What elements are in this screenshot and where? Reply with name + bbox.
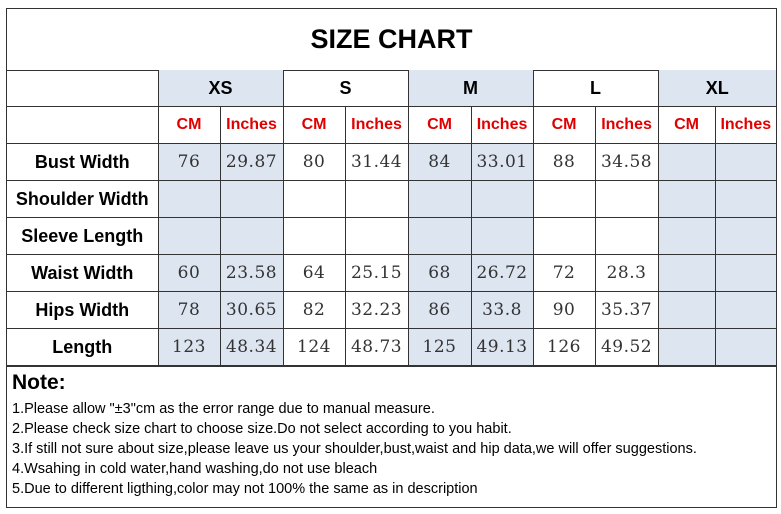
notes-section [7,366,776,499]
unit-header-inches: Inches [471,107,533,144]
value-cell [715,144,776,181]
corner-cell-top [7,70,158,107]
chart-title: SIZE CHART [7,9,776,71]
measure-label: Length [7,329,158,366]
note-line-2: 2.Please check size chart to choose size.Do not select according to you habit. [12,421,512,437]
note-line-3: 3.If still not sure about size,please leave us your shoulder,bust,waist and hip data,we will offer suggestions. [12,441,697,457]
value-cell [658,255,715,292]
value-cell: 49.52 [595,329,658,366]
measure-row-hips-width [7,292,776,329]
value-cell [533,218,595,255]
measure-row-waist-width [7,255,776,292]
value-cell [715,255,776,292]
value-cell: 33.01 [471,144,533,181]
value-cell [408,181,471,218]
size-header-row [7,70,776,107]
notes-title: Note: [12,371,66,394]
value-cell: 34.58 [595,144,658,181]
unit-header-inches: Inches [345,107,408,144]
note-line-1: 1.Please allow "±3"cm as the error range due to manual measure. [12,401,435,417]
value-cell [158,218,220,255]
value-cell: 35.37 [595,292,658,329]
value-cell [220,181,283,218]
value-cell [158,181,220,218]
measure-row-shoulder-width [7,181,776,218]
value-cell: 88 [533,144,595,181]
value-cell [715,218,776,255]
value-cell: 80 [283,144,345,181]
measure-label: Shoulder Width [7,181,158,218]
value-cell: 90 [533,292,595,329]
value-cell [345,218,408,255]
corner-cell-bottom [7,107,158,144]
value-cell: 33.8 [471,292,533,329]
unit-header-cm: CM [408,107,471,144]
value-cell [220,218,283,255]
size-header-xl: XL [658,70,776,107]
unit-header-cm: CM [533,107,595,144]
value-cell [658,181,715,218]
size-header-m: M [408,70,533,107]
value-cell [533,181,595,218]
measure-label: Sleeve Length [7,218,158,255]
measure-label: Bust Width [7,144,158,181]
unit-header-cm: CM [158,107,220,144]
size-chart-table [7,70,776,366]
value-cell [408,218,471,255]
value-cell: 86 [408,292,471,329]
value-cell: 72 [533,255,595,292]
value-cell: 25.15 [345,255,408,292]
value-cell: 68 [408,255,471,292]
note-line-4: 4.Wsahing in cold water,hand washing,do not use bleach [12,461,378,477]
unit-header-cm: CM [658,107,715,144]
measure-row-sleeve-length [7,218,776,255]
measure-row-length [7,329,776,366]
measure-row-bust-width [7,144,776,181]
value-cell: 125 [408,329,471,366]
value-cell: 28.3 [595,255,658,292]
note-line-5: 5.Due to different ligthing,color may not 100% the same as in description [12,481,478,497]
value-cell [471,218,533,255]
value-cell: 29.87 [220,144,283,181]
value-cell [283,181,345,218]
value-cell [715,181,776,218]
unit-header-inches: Inches [595,107,658,144]
value-cell: 32.23 [345,292,408,329]
value-cell [595,218,658,255]
size-chart-frame [6,8,777,508]
value-cell: 49.13 [471,329,533,366]
value-cell: 64 [283,255,345,292]
value-cell [658,292,715,329]
unit-header-row [7,107,776,144]
value-cell [715,329,776,366]
value-cell [283,218,345,255]
value-cell: 60 [158,255,220,292]
value-cell: 84 [408,144,471,181]
value-cell: 48.34 [220,329,283,366]
unit-header-inches: Inches [220,107,283,144]
value-cell: 31.44 [345,144,408,181]
value-cell [658,218,715,255]
value-cell [658,329,715,366]
size-header-l: L [533,70,658,107]
value-cell [345,181,408,218]
value-cell: 126 [533,329,595,366]
measure-label: Hips Width [7,292,158,329]
unit-header-cm: CM [283,107,345,144]
value-cell [595,181,658,218]
value-cell: 123 [158,329,220,366]
unit-header-inches: Inches [715,107,776,144]
value-cell: 26.72 [471,255,533,292]
measure-label: Waist Width [7,255,158,292]
value-cell: 76 [158,144,220,181]
size-header-s: S [283,70,408,107]
value-cell [658,144,715,181]
value-cell: 78 [158,292,220,329]
value-cell: 23.58 [220,255,283,292]
value-cell [471,181,533,218]
value-cell: 124 [283,329,345,366]
size-header-xs: XS [158,70,283,107]
value-cell: 30.65 [220,292,283,329]
value-cell: 48.73 [345,329,408,366]
value-cell: 82 [283,292,345,329]
value-cell [715,292,776,329]
